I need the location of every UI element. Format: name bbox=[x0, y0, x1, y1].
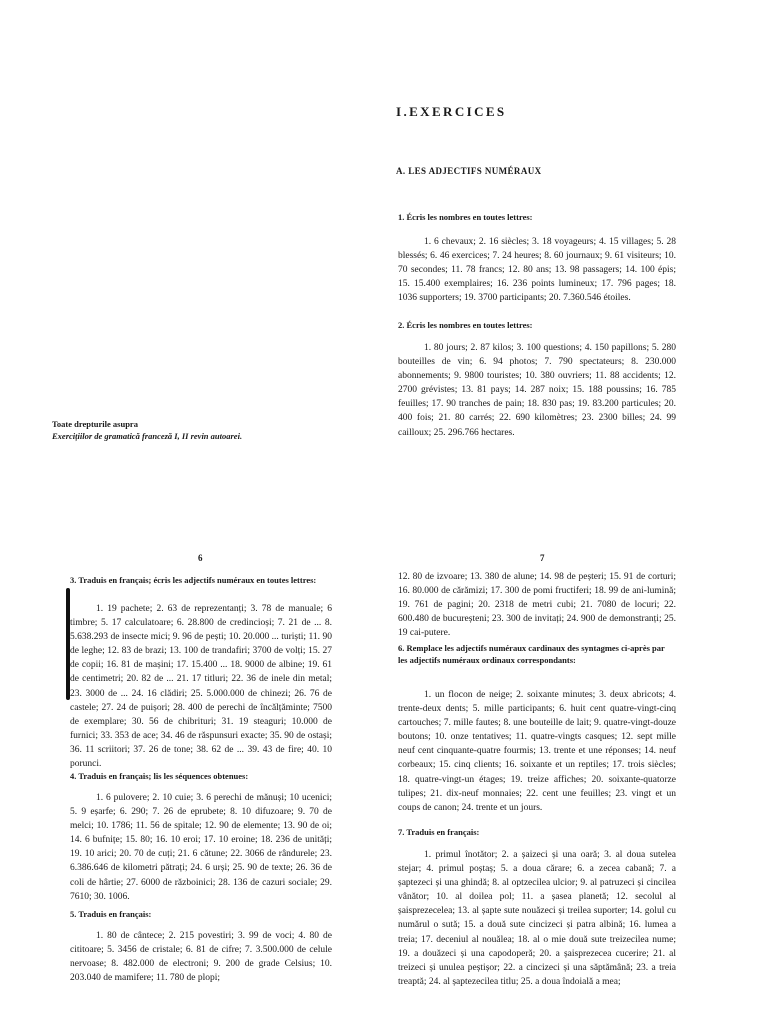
exercise-1-body: 1. 6 chevaux; 2. 16 siècles; 3. 18 voyageurs; 4. 15 villages; 5. 28 blessés; 6. 46 exercices; 7. 24 heures; 8. 60 journaux; 9. 61 visiteurs; 10. 70 secondes; 11. 78 francs; 12. 80 ans; 13. 98 passagers; 14. 100 épis; 15. 15.400 exemplaires; 16. 236 points lumineux; 17. 796 pages; 18. 1036 supporters; 19. 3700 participants; 20. 7.360.546 étoiles. bbox=[398, 237, 676, 304]
exercise-5-continuation: 12. 80 de izvoare; 13. 380 de alune; 14. 98 de peșteri; 15. 91 de corturi; 16. 80.000 de cărămizi; 17. 300 de pomi fructiferi; 18. 99 de ani-lumină; 19. 761 de pagini; 20. 2318 de metri cubi; 21. 7080 de locuri; 22. 600.480 de bucureșteni; 23. 300 de invitați; 24. 900 de demonstranți; 25. 19 cai-putere. bbox=[398, 572, 676, 639]
chapter-heading: I.EXERCICES bbox=[396, 104, 507, 119]
exercise-5-title: 5. Traduis en français: bbox=[70, 909, 152, 919]
exercise-1-title: 1. Écris les nombres en toutes lettres: bbox=[398, 212, 533, 222]
page-number-right: 7 bbox=[540, 553, 545, 563]
exercise-2-body: 1. 80 jours; 2. 87 kilos; 3. 100 questions; 4. 150 papillons; 5. 280 bouteilles de vin; 6. 94 photos; 7. 790 spectateurs; 8. 230.000 abonnements; 9. 9800 touristes; 10. 380 ouvriers; 11. 88 accidents; 12. 2700 grévistes; 13. 81 pays; 14. 287 noix; 15. 188 poussins; 16. 785 feuilles; 17. 90 tranches de pain; 18. 830 pas; 19. 83.200 particules; 20. 400 fois; 21. 80 carrés; 22. 690 kilomètres; 23. 2300 billes; 24. 99 cailloux; 25. 296.766 hectares. bbox=[398, 343, 676, 438]
page-number-left: 6 bbox=[198, 553, 203, 563]
rights-line-1: Toate drepturile asupra bbox=[52, 419, 138, 429]
exercise-5-body: 1. 80 de cântece; 2. 215 povestiri; 3. 99 de voci; 4. 80 de cititoare; 5. 3456 de cristale; 6. 81 de cifre; 7. 3.500.000 de celule nervoase; 8. 482.000 de electroni; 9. 200 de grade Celsius; 10. 203.040 de mamifere; 11. 780 de plopi; bbox=[70, 931, 332, 984]
exercise-4-body: 1. 6 pulovere; 2. 10 cuie; 3. 6 perechi de mănuși; 10 ucenici; 5. 9 eșarfe; 6. 290; 7. 26 de eprubete; 8. 10 difuzoare; 9. 70 de melci; 10. 1786; 11. 56 de spitale; 12. 90 de elemente; 13. 90 de oi; 14. 6 bufnițe; 15. 80; 16. 10 eroi; 17. 10 eroine; 18. 236 de unități; 19. 10 arici; 20. 70 de cuți; 21. 6 cătune; 22. 3066 de rândurele; 23. 6.386.646 de kilometri pătrați; 24. 6 urși; 25. 90 de texte; 26. 36 de coli de hârtie; 27. 6000 de războinici; 28. 136 de cazuri sociale; 29. 7610; 30. 1006. bbox=[70, 793, 332, 902]
section-title: A. LES ADJECTIFS NUMÉRAUX bbox=[396, 166, 542, 176]
exercise-3-body: 1. 19 pachete; 2. 63 de reprezentanți; 3. 78 de manuale; 6 timbre; 5. 17 calculatoare; 6. 28.800 de credincioși; 7. 21 de ... 8. 5.638.293 de insecte mici; 9. 96 de pești; 10. 20.000 ... turiști; 11. 90 de leghe; 12. 83 de brazi; 13. 100 de trandafiri; 3700 de volți; 15. 27 de copii; 16. 81 de mașini; 17. 15.400 ... 18. 9000 de albine; 19. 61 de centimetri; 20. 82 de ... 21. 17 titluri; 22. 36 de inele din metal; 23. 3000 de ... 24. 16 clădiri; 25. 5.000.000 de chinezi; 26. 76 de castele; 27. 24 de puișori; 28. 400 de perechi de încălțăminte; 7500 de exemplare; 30. 56 de chibrituri; 31. 19 steaguri; 10.000 de furnici; 33. 353 de ace; 34. 46 de răspunsuri exacte; 35. 90 de ostași; 36. 11 scriitori; 37. 26 de tone; 38. 62 de ... 39. 43 de fire; 40. 10 porunci. bbox=[70, 604, 332, 770]
exercise-7-body: 1. primul înotător; 2. a șaizeci și una oară; 3. al doua sutelea stejar; 4. primul poștaș; 5. a doua cărare; 6. a zecea cabană; 7. a șaptezeci și una ghindă; 8. al optzecilea ulcior; 9. al patruzeci și cincilea vânător; 10. al doilea pol; 11. a șasea planetă; 12. secolul al șaisprezecelea; 13. al șapte sute nouăzeci și treilea suporter; 14. golul cu numărul o sută; 15. a două sute cincizeci și patra albină; 16. lumea a treia; 17. deceniul al nouălea; 18. al o mie două sute treizecilea nume; 19. a douăzeci și una capodoperă; 20. a șaisprezecea cucerire; 21. al treizeci și unulea peștișor; 22. a cincizeci și una săptămână; 23. a treia treaptă; 24. al șaptezecilea titlu; 25. a doua îndoială a mea; bbox=[398, 850, 676, 987]
exercise-7-title: 7. Traduis en français: bbox=[398, 827, 480, 837]
exercise-6-body: 1. un flocon de neige; 2. soixante minutes; 3. deux abricots; 4. trente-deux dents; 5. mille participants; 6. huit cent quatre-vingt-cinq cartouches; 7. mille fautes; 8. une bouteille de lait; 9. quatre-vingt-douze boutons; 10. onze tentatives; 11. quatre-vingts casques; 12. sept mille neuf cent cinquante-quatre fourmis; 13. trente et une réponses; 14. neuf corbeaux; 15. cinq clients; 16. soixante et un reptiles; 17. trois siècles; 18. quatre-vingt-un étages; 19. treize affiches; 20. soixante-quatorze tulipes; 21. dix-neuf monnaies; 22. cent une feuilles; 23. vingt et un coups de canon; 24. trente et un jours. bbox=[398, 690, 676, 813]
exercise-2-title: 2. Écris les nombres en toutes lettres: bbox=[398, 320, 533, 330]
exercise-6-title: 6. Remplace les adjectifs numéraux cardinaux des syntagmes ci-après par les adjectifs numéraux ordinaux correspondants: bbox=[398, 643, 665, 665]
exercise-4-title: 4. Traduis en français; lis les séquences obtenues: bbox=[70, 771, 249, 781]
exercise-3-title: 3. Traduis en français; écris les adjectifs numéraux en toutes lettres: bbox=[70, 575, 317, 585]
rights-line-2: Exercițiilor de gramatică franceză I, II revin autoarei. bbox=[52, 431, 243, 441]
rights-notice bbox=[52, 418, 242, 442]
